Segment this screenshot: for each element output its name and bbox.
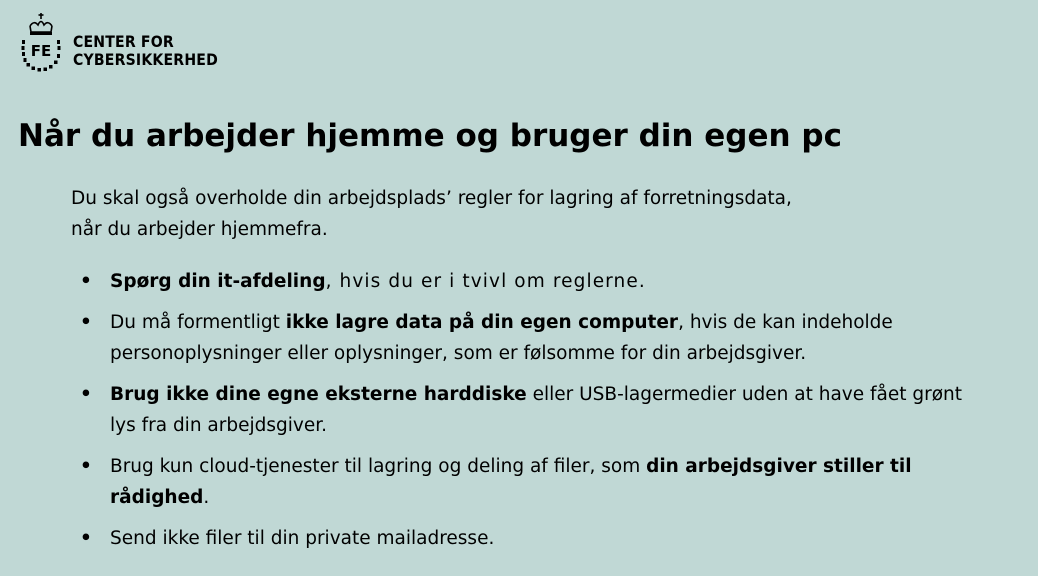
bullet-icon: • [80,312,92,333]
bullet-icon: • [80,271,92,292]
bullet-3-text: eller USB-lagermedier uden at have fået grønt lys fra din arbejdsgiver. [110,384,963,436]
list-item [80,307,980,369]
page-title: Når du arbejder hjemme og bruger din egen pc [18,118,842,154]
list-item [80,523,980,554]
bullet-1-bold: Spørg din it-afdeling [110,271,326,292]
bullet-2-bold: ikke lagre data på din egen computer [285,312,679,333]
bullet-2-pre: Du må formentligt [110,312,286,333]
logo-wordmark [73,33,218,69]
bullet-icon: • [80,528,92,549]
logo-initials-layer [18,10,64,76]
logo-line-2: CYBERSIKKERHED [73,50,218,69]
bullet-4-text: . [203,487,210,508]
bullet-4-pre: Brug kun cloud-tjenester til lagring og deling af filer, som [110,456,647,477]
bullet-list [80,266,980,564]
intro-line-2: når du arbejder hjemmefra. [71,219,328,240]
bullet-icon: • [80,384,92,405]
bullet-icon: • [80,456,92,477]
logo-line-1: CENTER FOR [73,32,174,51]
list-item [80,451,980,513]
bullet-4-bold: din arbejdsgiver stiller til rådighed [110,456,912,508]
bullet-5-text: Send ikke filer til din private mailadresse. [110,528,495,549]
bullet-3-bold: Brug ikke dine egne eksterne harddiske [110,384,527,405]
list-item [80,379,980,441]
logo-initials: FE [30,42,52,60]
intro-line-1: Du skal også overholde din arbejdsplads’ regler for lagring af forretningsdata, [71,188,792,209]
bullet-1-text: , hvis du er i tvivl om reglerne. [325,271,646,292]
intro-paragraph [71,183,951,245]
bullet-2-text: , hvis de kan indeholde personoplysninger eller oplysninger, som er følsomme for din arbejdsgiver. [110,312,893,364]
list-item [80,266,980,297]
fe-logo [18,10,238,76]
